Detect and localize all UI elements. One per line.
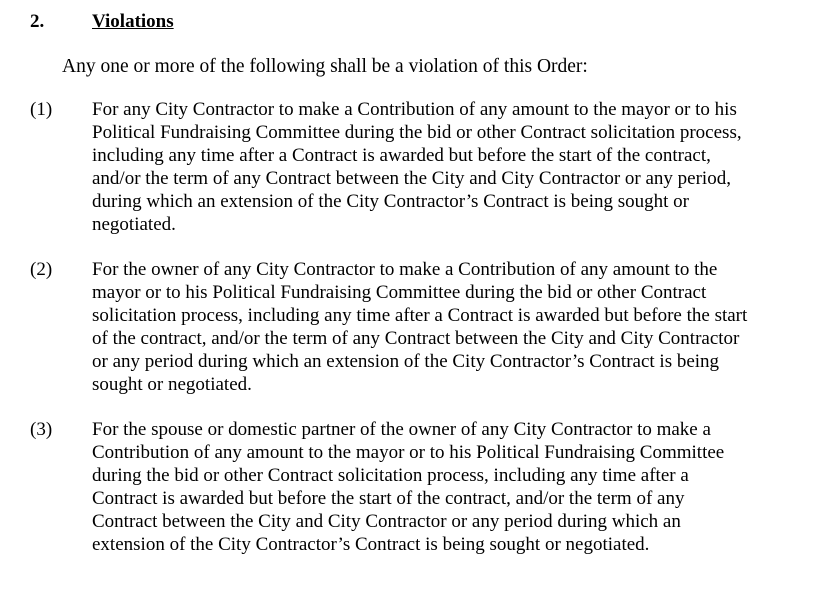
intro-paragraph: Any one or more of the following shall be a violation of this Order: xyxy=(62,56,588,77)
item-line: extension of the City Contractor’s Contract is being sought or negotiated. xyxy=(92,534,650,555)
item-paragraph xyxy=(92,258,832,396)
item-line: of the contract, and/or the term of any Contract between the City and City Contractor xyxy=(92,328,740,349)
item-line: during the bid or other Contract solicitation process, including any time after a xyxy=(92,465,689,486)
item-line: Contribution of any amount to the mayor or to his Political Fundraising Committee xyxy=(92,442,725,463)
item-line: or any period during which an extension of the City Contractor’s Contract is being xyxy=(92,351,720,372)
item-line: Contract between the City and City Contractor or any period during which an xyxy=(92,511,681,532)
section-number: 2. xyxy=(30,11,45,32)
item-line: and/or the term of any Contract between the City and City Contractor or any period, xyxy=(92,168,731,189)
item-number: (3) xyxy=(30,419,53,440)
item-line: mayor or to his Political Fundraising Committee during the bid or other Contract xyxy=(92,282,707,303)
item-line: Political Fundraising Committee during the bid or other Contract solicitation process, xyxy=(92,122,742,143)
item-line: solicitation process, including any time after a Contract is awarded but before the start xyxy=(92,305,748,326)
item-line: negotiated. xyxy=(92,214,176,235)
item-paragraph xyxy=(92,98,832,236)
item-line: Contract is awarded but before the start of the contract, and/or the term of any xyxy=(92,488,685,509)
item-line: For any City Contractor to make a Contribution of any amount to the mayor or to his xyxy=(92,99,737,120)
item-line: For the owner of any City Contractor to make a Contribution of any amount to the xyxy=(92,259,718,280)
item-number: (1) xyxy=(30,99,53,120)
item-paragraph xyxy=(92,418,832,556)
section-title: Violations xyxy=(92,11,174,32)
item-number: (2) xyxy=(30,259,53,280)
item-line: during which an extension of the City Contractor’s Contract is being sought or xyxy=(92,191,689,212)
item-line: sought or negotiated. xyxy=(92,374,252,395)
item-line: including any time after a Contract is awarded but before the start of the contract, xyxy=(92,145,711,166)
item-line: For the spouse or domestic partner of the owner of any City Contractor to make a xyxy=(92,419,711,440)
